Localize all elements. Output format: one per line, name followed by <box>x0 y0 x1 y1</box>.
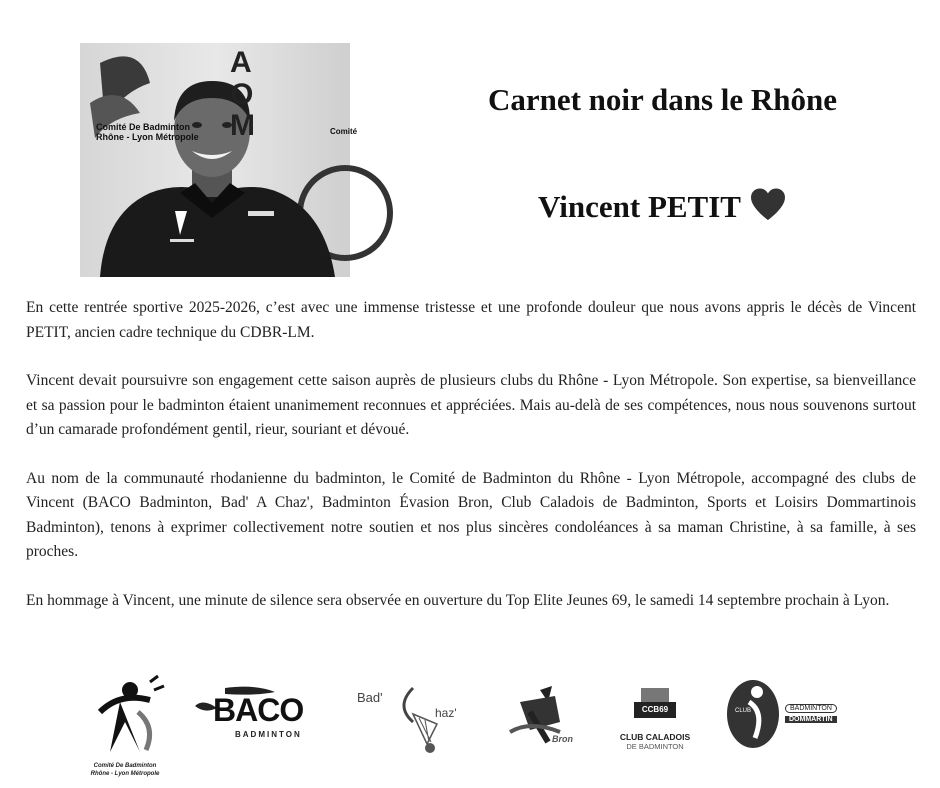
banner-text: Comité De Badminton Rhône - Lyon Métropole <box>96 122 199 142</box>
logo-badachaz <box>355 684 475 759</box>
ccb69-badge: CCB69 <box>641 705 669 714</box>
baco-name: BACO <box>213 692 304 728</box>
ccb69-line2: DE BADMINTON <box>626 742 684 751</box>
portrait-illustration <box>80 43 350 277</box>
badachaz-part2: haz' <box>435 706 457 720</box>
ccb69-line1: CLUB CALADOIS <box>619 732 691 742</box>
paragraph-4: En hommage à Vincent, une minute de silence sera observée en ouverture du Top Elite Jeunes 69, le samedi 14 septembre prochain à Lyon. <box>26 591 890 609</box>
paragraph-2: Vincent devait poursuivre son engagement cette saison auprès de plusieurs clubs du Rhône - Lyon Métropole. Son expertise, sa bienveillance et sa passion pour le badminton étaient unanimement reconnues et appréciées. Mais au-delà de ses compétences, nous nous souvenons surtout d’un camarade profondément gentil, rieur, souriant et dévoué. <box>26 372 916 438</box>
logo-cdbr <box>80 672 170 782</box>
club-logos <box>70 662 870 782</box>
cdbr-line2: Rhône - Lyon Métropole <box>90 771 160 777</box>
dommartin-club: CLUB <box>735 708 752 714</box>
bron-text: Bron <box>552 734 573 744</box>
logo-ccb69 <box>610 686 700 756</box>
bron-player-icon <box>500 682 590 752</box>
heart-icon <box>749 187 787 229</box>
dommartin-line2: DOMMARTIN <box>785 716 837 723</box>
dommartin-line1: BADMINTON <box>785 704 837 713</box>
page-title: Carnet noir dans le Rhône <box>487 82 838 117</box>
dommartin-player-icon <box>725 678 785 750</box>
shuttlecock-icon <box>393 684 453 759</box>
cdbr-line1: Comité De Badminton <box>93 763 157 769</box>
logo-bron <box>500 682 590 752</box>
banner-right-text: Comité <box>330 127 358 136</box>
person-name-text: Vincent PETIT <box>538 189 741 224</box>
logo-baco <box>195 686 330 746</box>
ccb69-badge-icon <box>610 686 700 722</box>
person-name <box>440 187 885 229</box>
paragraph-3: Au nom de la communauté rhodanienne du badminton, le Comité de Badminton du Rhône - Lyon Métropole, accompagné des clubs de Vincent (BACO Badminton, Bad' A Chaz', Badminton Évasion Bron, Club Caladois de Badminton, Sports et Loisirs Dommartinois Badminton), tenons à exprimer collectivement notre soutien et nos plus sincères condoléances à sa maman Christine, à sa famille, à ses proches. <box>26 469 916 560</box>
baco-sub: BADMINTON <box>235 730 302 739</box>
banner-letters: A O M <box>230 46 257 142</box>
logo-dommartin <box>725 678 855 750</box>
badachaz-part1: Bad' <box>357 690 383 705</box>
cdbr-logo-icon <box>80 672 170 758</box>
article-body <box>26 296 916 637</box>
paragraph-1: En cette rentrée sportive 2025-2026, c’est avec une immense tristesse et une profonde douleur que nous avons appris le décès de Vincent PETIT, ancien cadre technique du CDBR-LM. <box>26 299 916 341</box>
portrait-photo <box>80 43 358 277</box>
